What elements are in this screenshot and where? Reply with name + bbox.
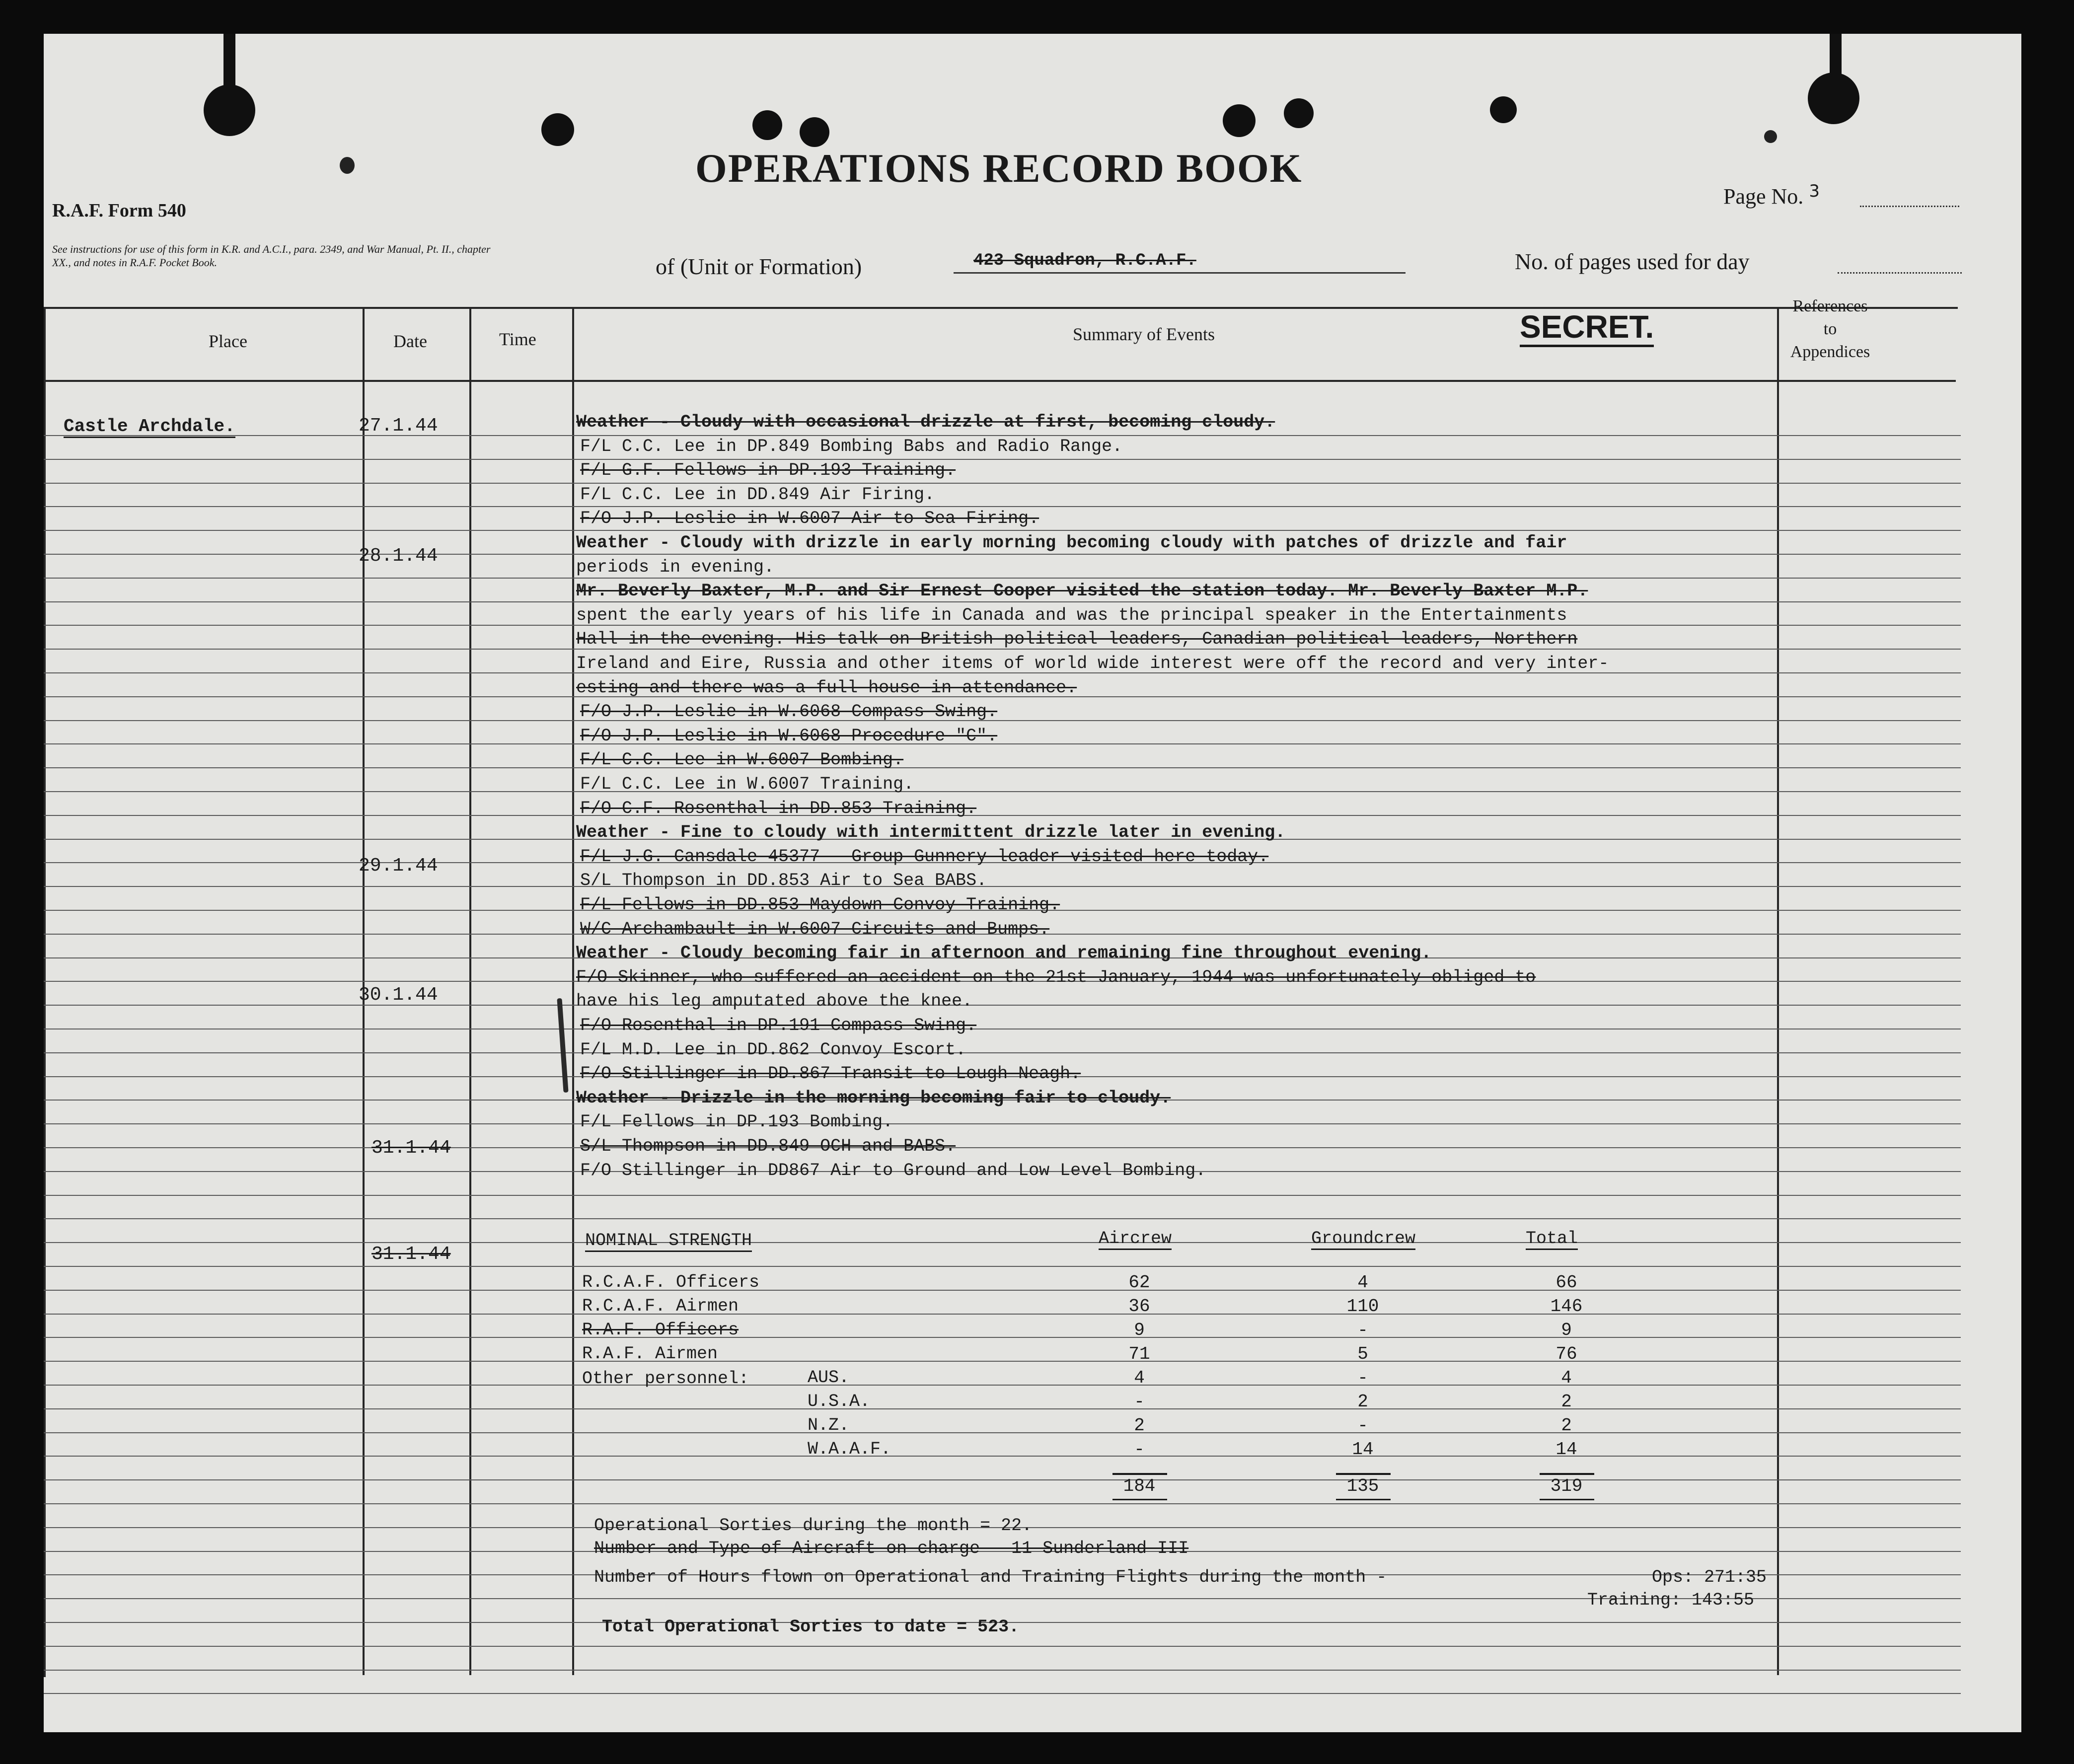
event-line: have his leg amputated above the knee.	[576, 991, 973, 1012]
col-place: Place	[209, 331, 247, 351]
groundcrew-total-underline	[1336, 1499, 1391, 1500]
aircrew-total-rule	[1112, 1473, 1167, 1475]
punch-hole	[1284, 98, 1314, 128]
strength-aircrew-cell: 4	[1134, 1368, 1145, 1388]
punch-hole	[1223, 104, 1256, 137]
col-references	[1748, 295, 1912, 364]
strength-total-cell: 14	[1556, 1439, 1577, 1460]
event-line: spent the early years of his life in Canada and was the principal speaker in the Entertainments	[576, 605, 1567, 625]
strength-aircrew-cell: 62	[1128, 1272, 1150, 1293]
strength-groundcrew-cell: 5	[1357, 1344, 1368, 1364]
strength-row-label: R.A.F. Airmen	[582, 1344, 718, 1364]
ruled-line	[44, 1670, 1961, 1671]
hours-ops: Ops: 271:35	[1652, 1567, 1767, 1587]
event-line: esting and there was a full house in attendance.	[576, 677, 1077, 698]
place-name: Castle Archdale.	[64, 416, 235, 438]
col-references-line2: to	[1823, 320, 1837, 338]
event-line: F/L C.C. Lee in W.6007 Bombing.	[580, 750, 904, 770]
strength-col-aircrew: Aircrew	[1099, 1229, 1172, 1250]
page-number-value: 3	[1809, 181, 1820, 201]
event-line: F/O Skinner, who suffered an accident on the 21st January, 1944 was unfortunately obliged to	[576, 967, 1536, 987]
ruled-line	[44, 1503, 1961, 1504]
strength-total-cell: 66	[1556, 1272, 1577, 1293]
event-line: F/O J.P. Leslie in W.6068 Compass Swing.	[580, 702, 998, 722]
strength-col-groundcrew: Groundcrew	[1311, 1229, 1415, 1250]
event-line: F/O C.F. Rosenthal in DD.853 Training.	[580, 798, 977, 818]
col-references-line3: Appendices	[1790, 343, 1870, 361]
ruled-line	[44, 767, 1961, 768]
date-entry: 29.1.44	[359, 855, 438, 877]
ruled-line	[44, 791, 1961, 792]
strength-row-label: W.A.A.F.	[808, 1439, 891, 1459]
pages-used-line	[1838, 272, 1962, 274]
strength-total-cell: 2	[1561, 1392, 1572, 1412]
ruled-line	[44, 1005, 1961, 1006]
event-line: Weather - Drizzle in the morning becoming fair to cloudy.	[576, 1088, 1171, 1108]
ruled-line	[44, 1479, 1961, 1480]
unit-value: 423 Squadron, R.C.A.F.	[973, 251, 1196, 270]
event-line: F/L J.G. Cansdale 45377 - Group Gunnery leader visited here today.	[580, 846, 1269, 867]
event-line: W/C Archambault in W.6007 Circuits and Bumps.	[580, 919, 1050, 939]
column-divider	[572, 307, 574, 1675]
ruled-line	[44, 720, 1961, 721]
hours-flown: Number of Hours flown on Operational and Training Flights during the month -	[594, 1567, 1387, 1587]
header-divider	[44, 380, 1956, 382]
ruled-line	[44, 1385, 1961, 1386]
event-line: S/L Thompson in DD.853 Air to Sea BABS.	[580, 871, 987, 891]
event-line: F/L Fellows in DP.193 Bombing.	[580, 1112, 893, 1132]
column-divider	[469, 307, 471, 1675]
total-total-rule	[1540, 1473, 1594, 1475]
sorties-month: Operational Sorties during the month = 22.	[594, 1516, 1033, 1536]
punch-hole-left	[204, 84, 255, 136]
ruled-line	[44, 1218, 1961, 1219]
page-number	[1723, 181, 1820, 209]
groundcrew-total-rule	[1336, 1473, 1391, 1475]
event-line: Ireland and Eire, Russia and other items of world wide interest were off the record and very inter-	[576, 654, 1609, 673]
ruled-line	[44, 1147, 1961, 1148]
aircrew-total-underline	[1112, 1499, 1167, 1500]
ruled-line	[44, 483, 1961, 484]
strength-row-label: R.A.F. Officers	[582, 1320, 739, 1340]
hours-training: Training: 143:55	[1587, 1590, 1755, 1610]
event-line: S/L Thompson in DD.849 OCH and BABS.	[580, 1136, 956, 1156]
event-line: F/L M.D. Lee in DD.862 Convoy Escort.	[580, 1039, 966, 1060]
strength-heading: NOMINAL STRENGTH	[585, 1231, 752, 1252]
col-summary: Summary of Events	[1073, 324, 1215, 344]
event-line: F/L C.C. Lee in DP.849 Bombing Babs and Radio Range.	[580, 436, 1123, 456]
ruled-line	[44, 1646, 1961, 1647]
strength-aircrew-cell: 71	[1128, 1344, 1150, 1364]
event-line: F/L Fellows in DD.853 Maydown Convoy Training.	[580, 895, 1060, 915]
strength-groundcrew-cell: -	[1357, 1415, 1368, 1436]
strength-total-cell: 76	[1556, 1344, 1577, 1364]
unit-line	[954, 272, 1406, 274]
ruled-line	[44, 1290, 1961, 1291]
ruled-line	[44, 743, 1961, 744]
strength-row-label: R.C.A.F. Airmen	[582, 1296, 739, 1316]
date-entry: 27.1.44	[359, 415, 438, 437]
strength-groundcrew-cell: -	[1357, 1320, 1368, 1340]
total-total: 319	[1550, 1476, 1583, 1496]
strength-col-total: Total	[1526, 1229, 1578, 1250]
strength-row-label: R.C.A.F. Officers	[582, 1272, 760, 1292]
date-entry: 31.1.44	[371, 1244, 451, 1265]
date-entry: 31.1.44	[371, 1137, 451, 1159]
ruled-line	[44, 578, 1961, 579]
strength-groundcrew-cell: 110	[1346, 1296, 1379, 1317]
strength-row-label: AUS.	[808, 1368, 850, 1388]
other-personnel-label: Other personnel:	[582, 1369, 749, 1389]
page-number-label: Page No.	[1723, 184, 1804, 209]
column-divider	[1777, 307, 1779, 1675]
total-sorties: Total Operational Sorties to date = 523.	[602, 1617, 1020, 1637]
col-references-line1: References	[1792, 297, 1868, 315]
strength-aircrew-cell: 9	[1134, 1320, 1145, 1340]
strength-total-cell: 4	[1561, 1368, 1572, 1388]
col-date: Date	[393, 331, 427, 351]
date-entry: 30.1.44	[359, 984, 438, 1006]
ruled-line	[44, 506, 1961, 507]
event-line: F/L C.C. Lee in DD.849 Air Firing.	[580, 484, 935, 505]
ink-mark	[1764, 130, 1777, 143]
ruled-line	[44, 601, 1961, 602]
ruled-line	[44, 1693, 1961, 1694]
ruled-line	[44, 1337, 1961, 1338]
strength-groundcrew-cell: 14	[1352, 1439, 1374, 1460]
ruled-line	[44, 1432, 1961, 1433]
total-total-underline	[1540, 1499, 1594, 1500]
punch-hole	[752, 110, 782, 140]
ruled-line	[44, 1408, 1961, 1409]
event-line: Weather - Cloudy with occasional drizzle at first, becoming cloudy.	[576, 412, 1275, 432]
event-line: F/L G.F. Fellows in DP.193 Training.	[580, 460, 956, 481]
event-line: Mr. Beverly Baxter, M.P. and Sir Ernest Cooper visited the station today. Mr. Beverly Baxter M.P.	[576, 581, 1588, 601]
punch-hole	[800, 117, 829, 147]
punch-hole-right	[1808, 73, 1859, 124]
event-line: F/O Rosenthal in DP.191 Compass Swing.	[580, 1016, 977, 1035]
strength-total-cell: 2	[1561, 1415, 1572, 1436]
event-line: periods in evening.	[576, 557, 775, 577]
ruled-line	[44, 1123, 1961, 1124]
col-time: Time	[499, 329, 536, 349]
aircraft-on-charge: Number and Type of Aircraft on charge - 11 Sunderland III	[594, 1539, 1189, 1558]
date-entry: 28.1.44	[359, 545, 438, 567]
ruled-line	[44, 1195, 1961, 1196]
ruled-line	[44, 1314, 1961, 1315]
strength-groundcrew-cell: 2	[1357, 1392, 1368, 1412]
strength-groundcrew-cell: -	[1357, 1368, 1368, 1388]
event-line: F/L C.C. Lee in W.6007 Training.	[580, 774, 914, 794]
punch-hole	[541, 113, 574, 146]
strength-aircrew-cell: 36	[1128, 1296, 1150, 1317]
page-title: OPERATIONS RECORD BOOK	[695, 146, 1303, 191]
ruled-line	[44, 1052, 1961, 1053]
event-line: Hall in the evening. His talk on British political leaders, Canadian political leaders, Northern	[576, 629, 1578, 650]
strength-groundcrew-cell: 4	[1357, 1272, 1368, 1293]
punch-hole	[1490, 96, 1517, 123]
classification-stamp: SECRET.	[1520, 311, 1654, 347]
ruled-line	[44, 1361, 1961, 1362]
event-line: F/O Stillinger in DD.867 Transit to Lough Neagh.	[580, 1064, 1081, 1084]
strength-aircrew-cell: -	[1134, 1439, 1145, 1460]
strength-aircrew-cell: -	[1134, 1392, 1145, 1412]
ruled-line	[44, 1266, 1961, 1267]
ruled-line	[44, 886, 1961, 887]
strength-aircrew-cell: 2	[1134, 1415, 1145, 1436]
pages-used-label: No. of pages used for day	[1515, 249, 1750, 274]
event-line: Weather - Cloudy becoming fair in afternoon and remaining fine throughout evening.	[576, 943, 1432, 963]
event-line: Weather - Cloudy with drizzle in early morning becoming cloudy with patches of drizzle and fair	[576, 533, 1567, 553]
aircrew-total: 184	[1123, 1476, 1156, 1496]
strength-total-cell: 146	[1550, 1296, 1583, 1317]
ruled-line	[44, 554, 1961, 555]
strength-total-cell: 9	[1561, 1320, 1572, 1340]
event-line: F/O Stillinger in DD867 Air to Ground and Low Level Bombing.	[580, 1160, 1206, 1180]
ink-mark	[340, 157, 355, 174]
groundcrew-total: 135	[1346, 1476, 1379, 1496]
strength-row-label: U.S.A.	[808, 1392, 871, 1411]
form-instructions: See instructions for use of this form in K.R. and A.C.I., para. 2349, and War Manual, Pt. II., chapter XX., and notes in R.A.F. Pocket Book.	[52, 243, 491, 269]
event-line: F/O J.P. Leslie in W.6068 Procedure "C".	[580, 726, 998, 746]
ruled-line	[44, 530, 1961, 531]
page-number-line	[1860, 206, 1959, 207]
event-line: Weather - Fine to cloudy with intermittent drizzle later in evening.	[576, 822, 1286, 843]
ruled-line	[44, 459, 1961, 460]
ruled-line	[44, 1456, 1961, 1457]
form-number: R.A.F. Form 540	[52, 200, 186, 221]
event-line: F/O J.P. Leslie in W.6007 Air to Sea Firing.	[580, 509, 1039, 529]
strength-row-label: N.Z.	[808, 1415, 850, 1435]
unit-label: of (Unit or Formation)	[656, 254, 862, 279]
ruled-line	[44, 1242, 1961, 1243]
ruled-line	[44, 815, 1961, 816]
